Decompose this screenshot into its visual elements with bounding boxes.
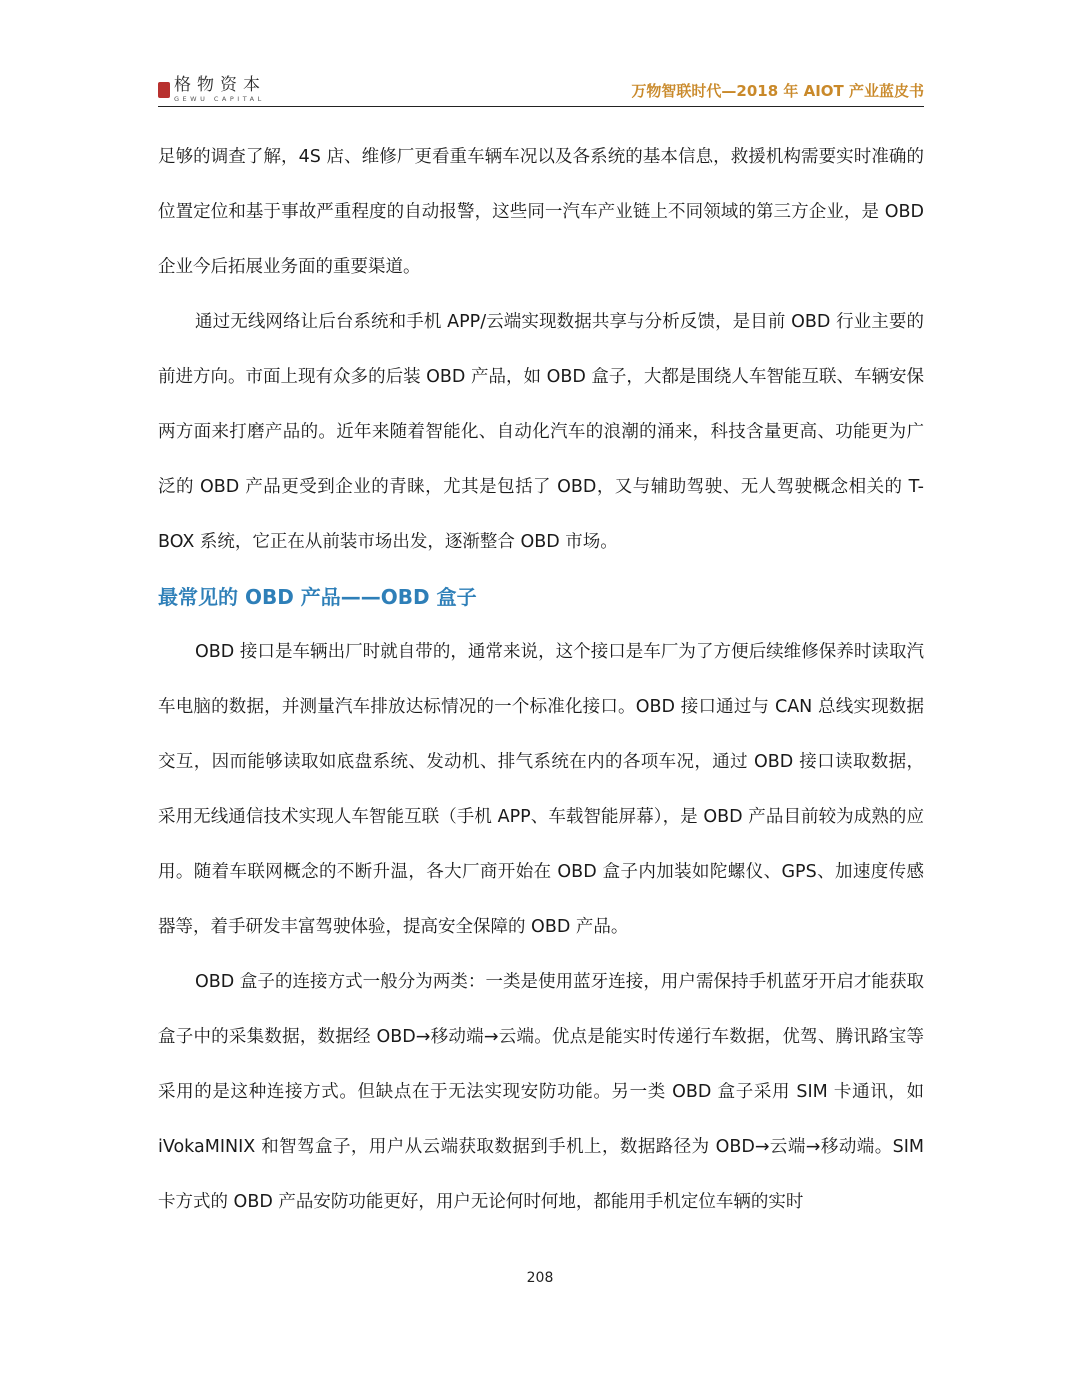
document-body: [158, 130, 924, 1230]
book-title: 万物智联时代—2018 年 AIOT 产业蓝皮书: [631, 82, 924, 100]
seal-icon: [158, 82, 170, 98]
section-heading: 最常见的 OBD 产品——OBD 盒子: [158, 585, 477, 609]
paragraph-2: 通过无线网络让后台系统和手机 APP/云端实现数据共享与分析反馈，是目前 OBD 行业主要的前进方向。市面上现有众多的后装 OBD 产品，如 OBD 盒子，大都是围绕人车智能互联、车辆安保两方面来打磨产品的。近年来随着智能化、自动化汽车的浪潮的涌来，科技含量更高、功能更为广泛的 OBD 产品更受到企业的青睐，尤其是包括了 OBD，又与辅助驾驶、无人驾驶概念相关的 T-BOX 系统，它正在从前装市场出发，逐渐整合 OBD 市场。: [158, 312, 924, 552]
page-number: 208: [526, 1270, 554, 1286]
gewu-capital-logo: [158, 76, 266, 104]
page-header: [158, 70, 924, 107]
paragraph-1: 足够的调查了解，4S 店、维修厂更看重车辆车况以及各系统的基本信息，救援机构需要实时准确的位置定位和基于事故严重程度的自动报警，这些同一汽车产业链上不同领域的第三方企业，是 OBD 企业今后拓展业务面的重要渠道。: [158, 147, 924, 277]
section-paragraph-2: OBD 盒子的连接方式一般分为两类：一类是使用蓝牙连接，用户需保持手机蓝牙开启才能获取盒子中的采集数据，数据经 OBD→移动端→云端。优点是能实时传递行车数据，优驾、腾讯路宝等采用的是这种连接方式。但缺点在于无法实现安防功能。另一类 OBD 盒子采用 SIM 卡通讯，如 iVokaMINIX 和智驾盒子，用户从云端获取数据到手机上，数据路径为 OBD→云端→移动端。SIM 卡方式的 OBD 产品安防功能更好，用户无论何时何地，都能用手机定位车辆的实时: [158, 972, 924, 1212]
logo-chinese-text: 格物资本: [174, 75, 266, 95]
logo-english-text: GEWU CAPITAL: [174, 95, 265, 103]
section-paragraph-1: OBD 接口是车辆出厂时就自带的，通常来说，这个接口是车厂为了方便后续维修保养时读取汽车电脑的数据，并测量汽车排放达标情况的一个标准化接口。OBD 接口通过与 CAN 总线实现数据交互，因而能够读取如底盘系统、发动机、排气系统在内的各项车况，通过 OBD 接口读取数据，采用无线通信技术实现人车智能互联（手机 APP、车载智能屏幕），是 OBD 产品目前较为成熟的应用。随着车联网概念的不断升温，各大厂商开始在 OBD 盒子内加装如陀螺仪、GPS、加速度传感器等，着手研发丰富驾驶体验，提高安全保障的 OBD 产品。: [158, 642, 924, 937]
